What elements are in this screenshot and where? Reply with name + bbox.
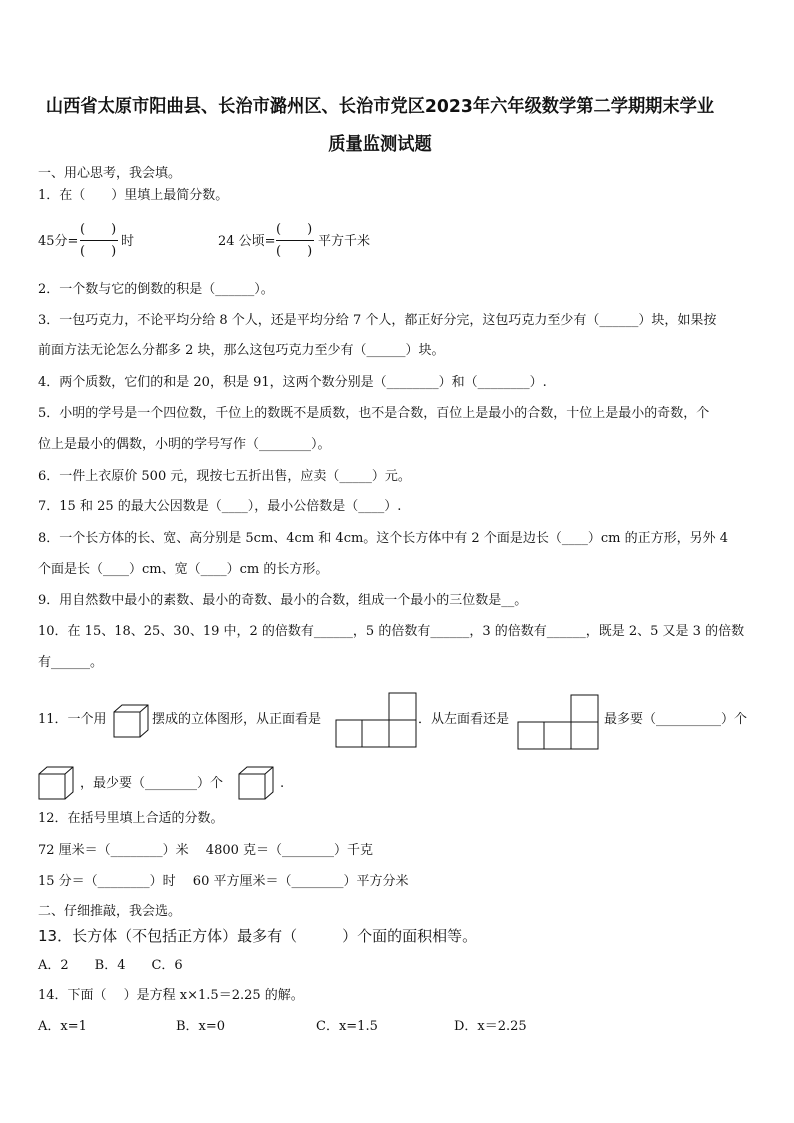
question-14-option-d: D．x＝2.25 (454, 1019, 527, 1034)
cube-icon (38, 766, 74, 800)
question-9: 9．用自然数中最小的素数、最小的奇数、最小的合数，组成一个最小的三位数是__。 (38, 593, 528, 608)
cube-icon (113, 704, 149, 738)
question-10-line2: 有______。 (38, 655, 104, 670)
question-8-line1: 8．一个长方体的长、宽、高分别是 5cm、4cm 和 4cm。这个长方体中有 2 个面是边长（____）cm 的正方形，另外 4 (38, 531, 728, 546)
question-2: 2．一个数与它的倒数的积是（______）。 (38, 282, 274, 297)
question-1-stem: 1．在（ ）里填上最简分数。 (38, 188, 229, 203)
question-14-option-c: C．x=1.5 (316, 1019, 378, 1034)
question-14-option-a: A．x=1 (38, 1019, 87, 1034)
question-13-stem: 13．长方体（不包括正方体）最多有（ ）个面的面积相等。 (38, 927, 478, 945)
q1-b-unit: 平方千米 (318, 234, 371, 249)
front-view-grid (335, 692, 417, 748)
q1-a-denominator: ( ) (80, 244, 117, 259)
question-11-text-5: ，最少要（________）个 (80, 776, 224, 791)
question-4: 4．两个质数，它们的和是 20，积是 91，这两个数分别是（________）和（________）. (38, 375, 547, 390)
question-11-text-1: 11．一个用 (38, 712, 107, 727)
q1-a-numerator: ( ) (80, 222, 117, 237)
question-3-line1: 3．一包巧克力，不论平均分给 8 个人，还是平均分给 7 个人，都正好分完，这包巧克力至少有（______）块，如果按 (38, 313, 717, 328)
section-heading-2: 二、仔细推敲，我会选。 (38, 904, 182, 919)
section-heading-1: 一、用心思考，我会填。 (38, 166, 182, 181)
question-10-line1: 10．在 15、18、25、30、19 中，2 的倍数有______，5 的倍数有______，3 的倍数有______，既是 2、5 又是 3 的倍数 (38, 624, 745, 639)
question-11-text-3: ．从左面看还是 (418, 712, 510, 727)
q1-b-denominator: ( ) (276, 244, 313, 259)
question-5-line2: 位上是最小的偶数，小明的学号写作（________）。 (38, 437, 331, 452)
question-12-row2: 15 分＝（________）时 60 平方厘米＝（________）平方分米 (38, 874, 409, 889)
q1-left-text: 45分= (38, 234, 79, 249)
question-11-text-2: 摆成的立体图形，从正面看是 (152, 712, 322, 727)
question-5-line1: 5．小明的学号是一个四位数，千位上的数既不是质数，也不是合数，百位上是最小的合数，十位上是最小的奇数，个 (38, 406, 710, 421)
page-title: 山西省太原市阳曲县、长治市潞州区、长治市党区2023年六年级数学第二学期期末学业 (45, 96, 715, 117)
cube-icon (238, 766, 274, 800)
page-title-line2: 质量监测试题 (328, 134, 432, 155)
question-8-line2: 个面是长（____）cm、宽（____）cm 的长方形。 (38, 562, 329, 577)
question-7: 7．15 和 25 的最大公因数是（____），最小公倍数是（____）. (38, 499, 402, 514)
q1-a-unit: 时 (121, 234, 135, 249)
question-12-row1: 72 厘米＝（________）米 4800 克＝（________）千克 (38, 843, 374, 858)
question-13-options: A．2 B．4 C．6 (38, 958, 183, 973)
question-14-stem: 14．下面（ ）是方程 x×1.5＝2.25 的解。 (38, 988, 304, 1003)
q1-b-numerator: ( ) (276, 222, 313, 237)
question-14-option-b: B．x=0 (176, 1019, 226, 1034)
question-3-line2: 前面方法无论怎么分都多 2 块，那么这包巧克力至少有（______）块。 (38, 343, 445, 358)
question-11-text-4: 最多要（__________）个 (604, 712, 748, 727)
question-11-text-6: . (280, 776, 285, 791)
question-6: 6．一件上衣原价 500 元，现按七五折出售，应卖（_____）元。 (38, 469, 411, 484)
left-view-grid (517, 694, 599, 750)
q1-b-text: 24 公顷= (218, 234, 276, 249)
question-12-stem: 12．在括号里填上合适的分数。 (38, 811, 224, 826)
